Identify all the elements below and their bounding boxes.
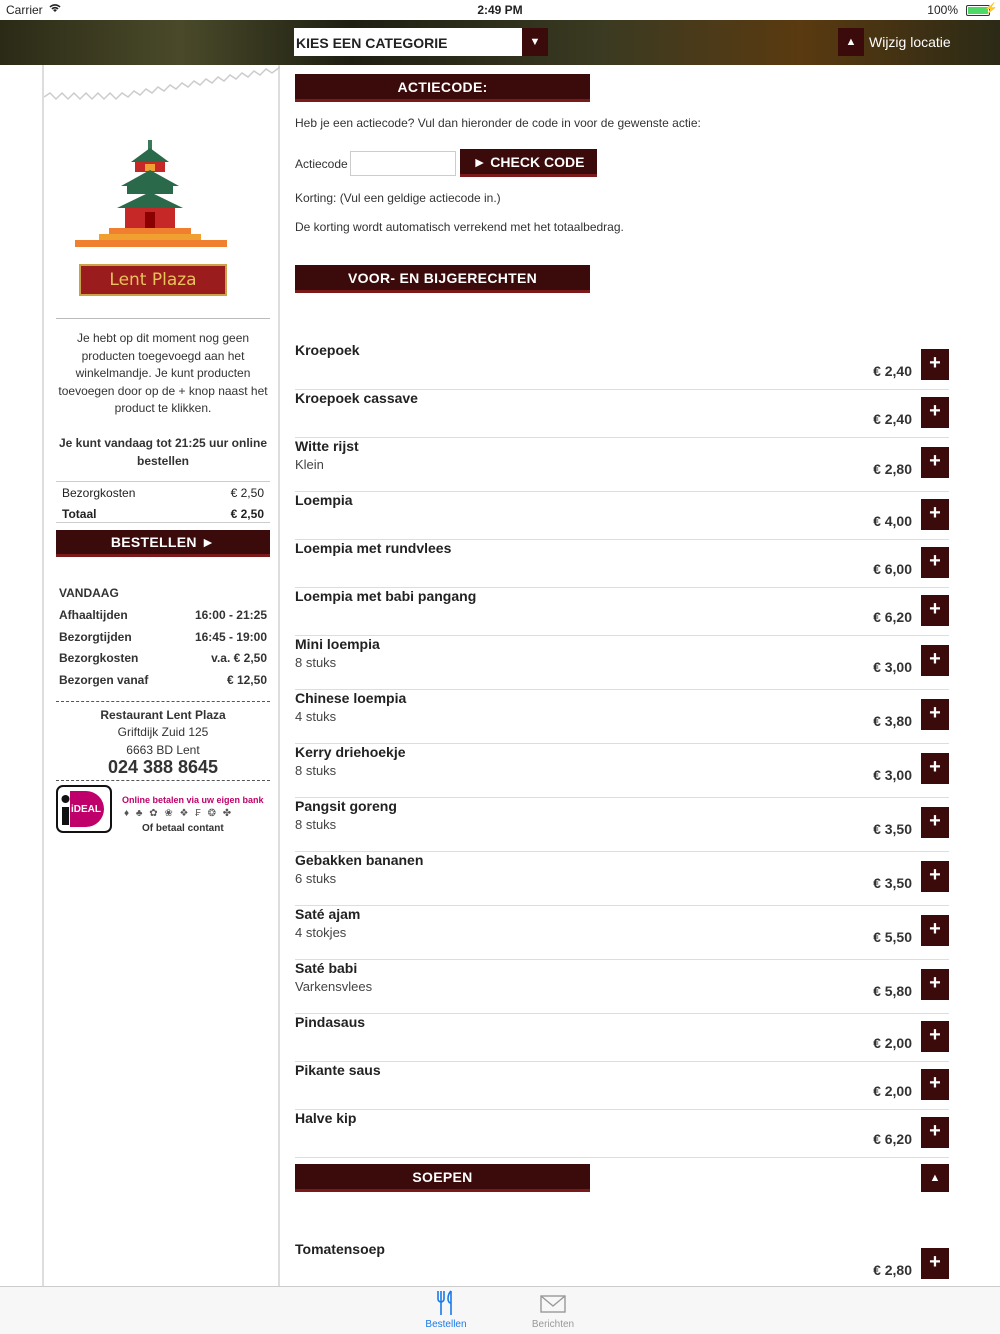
- menu-item: [295, 906, 949, 960]
- menu-item: [295, 636, 949, 690]
- header-bar: [0, 20, 1000, 65]
- pickup-times-row: [59, 608, 267, 622]
- category-dropdown-icon[interactable]: ▼: [522, 28, 548, 56]
- battery-percent: 100%: [927, 3, 958, 17]
- actiecode-label: Actiecode: [295, 157, 348, 171]
- menu-item-name: Chinese loempia: [295, 690, 407, 706]
- dashed-divider: [56, 780, 270, 781]
- menu-item-name: Mini loempia: [295, 636, 380, 652]
- menu-item: [295, 798, 949, 852]
- menu-item-name: Loempia: [295, 492, 353, 508]
- collapse-section-icon[interactable]: ▲: [921, 1164, 949, 1192]
- menu-item: [295, 744, 949, 798]
- menu-item-price: € 2,40: [873, 363, 912, 379]
- menu-item: [295, 1014, 949, 1062]
- menu-item: [295, 1110, 949, 1158]
- add-to-cart-button[interactable]: +: [921, 645, 949, 676]
- cutlery-icon: [406, 1289, 486, 1319]
- add-to-cart-button[interactable]: +: [921, 547, 949, 578]
- section-voor-bijgerechten: VOOR- EN BIJGERECHTEN: [295, 265, 590, 293]
- cost-summary: [56, 481, 270, 523]
- menu-item: [295, 1062, 949, 1110]
- menu-item: [295, 1241, 949, 1286]
- discount-text: Korting: (Vul een geldige actiecode in.): [295, 191, 501, 205]
- menu-item-description: 4 stuks: [295, 709, 337, 724]
- ideal-logo-icon: [56, 785, 112, 833]
- menu-item-price: € 6,20: [873, 1131, 912, 1147]
- menu-item-price: € 3,00: [873, 767, 912, 783]
- delivery-cost-value: € 2,50: [230, 486, 264, 500]
- delivery-cost-label: Bezorgkosten: [62, 486, 136, 500]
- menu-item-name: Loempia met rundvlees: [295, 540, 452, 556]
- tab-label: Berichten: [531, 1319, 575, 1330]
- order-until-message: Je kunt vandaag tot 21:25 uur online bestellen: [58, 436, 268, 468]
- cash-payment-text: Of betaal contant: [142, 823, 224, 834]
- restaurant-postal-city: 6663 BD Lent: [126, 743, 200, 757]
- add-to-cart-button[interactable]: +: [921, 349, 949, 380]
- receipt-zigzag: [44, 65, 280, 105]
- empty-cart-message: Je hebt op dit moment nog geen producten toegevoegd aan het winkelmandje. Je kunt producten toevoegen door op de + knop naast het product te klikken.: [58, 331, 268, 415]
- section-soepen: SOEPEN: [295, 1164, 590, 1192]
- minimum-order-row: [59, 673, 267, 687]
- menu-item-description: 8 stuks: [295, 817, 337, 832]
- menu-item: [295, 492, 949, 540]
- restaurant-street: Griftdijk Zuid 125: [117, 725, 209, 739]
- menu-item-name: Kroepoek: [295, 342, 360, 358]
- menu-item-name: Loempia met babi pangang: [295, 588, 477, 604]
- menu-item-price: € 6,20: [873, 609, 912, 625]
- add-to-cart-button[interactable]: +: [921, 397, 949, 428]
- menu-item-description: 6 stuks: [295, 871, 337, 886]
- envelope-icon: [513, 1289, 593, 1319]
- order-button[interactable]: BESTELLEN ►: [56, 530, 270, 557]
- add-to-cart-button[interactable]: +: [921, 1117, 949, 1148]
- info-value: 16:00 - 21:25: [194, 608, 267, 622]
- menu-item-price: € 3,50: [873, 875, 912, 891]
- today-title: VANDAAG: [59, 586, 119, 600]
- restaurant-name: Restaurant Lent Plaza: [100, 708, 226, 722]
- menu-item-price: € 4,00: [873, 513, 912, 529]
- menu-item-name: Kerry driehoekje: [295, 744, 406, 760]
- add-to-cart-button[interactable]: +: [921, 499, 949, 530]
- add-to-cart-button[interactable]: +: [921, 1248, 949, 1279]
- menu-item-price: € 2,00: [873, 1083, 912, 1099]
- add-to-cart-button[interactable]: +: [921, 915, 949, 946]
- menu-item-price: € 3,00: [873, 659, 912, 675]
- menu-item: [295, 852, 949, 906]
- cart-sidebar: [42, 65, 280, 1286]
- add-to-cart-button[interactable]: +: [921, 969, 949, 1000]
- menu-item-name: Pangsit goreng: [295, 798, 397, 814]
- total-value: € 2,50: [230, 507, 264, 521]
- menu-item-name: Pindasaus: [295, 1014, 366, 1030]
- info-value: v.a. € 2,50: [211, 651, 267, 665]
- carrier-label: Carrier: [6, 3, 43, 17]
- menu-item-name: Halve kip: [295, 1110, 357, 1126]
- menu-item-price: € 2,40: [873, 411, 912, 427]
- menu-content: [295, 65, 950, 1286]
- menu-item-price: € 2,80: [873, 461, 912, 477]
- menu-item-name: Witte rijst: [295, 438, 359, 454]
- discount-note: De korting wordt automatisch verrekend met het totaalbedrag.: [295, 220, 624, 234]
- delivery-cost-row: [59, 651, 267, 665]
- menu-item-name: Tomatensoep: [295, 1241, 385, 1257]
- tab-label: Bestellen: [425, 1319, 467, 1330]
- menu-item-description: Varkensvlees: [295, 979, 373, 994]
- delivery-times-row: [59, 630, 267, 644]
- dashed-divider: [56, 701, 270, 702]
- menu-item-price: € 2,80: [873, 1262, 912, 1278]
- menu-item: [295, 390, 949, 438]
- menu-item-description: Klein: [295, 457, 324, 472]
- change-location-link[interactable]: Wijzig locatie: [869, 34, 951, 50]
- charging-icon: ⚡: [984, 3, 998, 15]
- bank-icons: ♦ ♣ ✿ ❀ ❖ ₣ ❂ ✤: [124, 808, 234, 819]
- divider: [56, 318, 270, 319]
- check-code-button[interactable]: ► CHECK CODE: [460, 149, 597, 177]
- info-label: Bezorgkosten: [59, 651, 139, 665]
- tab-berichten[interactable]: [513, 1289, 593, 1330]
- tab-bar: [0, 1286, 1000, 1334]
- total-label: Totaal: [62, 507, 97, 521]
- info-value: 16:45 - 19:00: [194, 630, 267, 644]
- actiecode-header: ACTIECODE:: [295, 74, 590, 102]
- menu-item-price: € 5,50: [873, 929, 912, 945]
- menu-item-name: Gebakken bananen: [295, 852, 424, 868]
- category-select[interactable]: KIES EEN CATEGORIE: [294, 28, 522, 56]
- menu-item: [295, 690, 949, 744]
- menu-item-name: Pikante saus: [295, 1062, 381, 1078]
- menu-item-price: € 2,00: [873, 1035, 912, 1051]
- add-to-cart-button[interactable]: +: [921, 595, 949, 626]
- add-to-cart-button[interactable]: +: [921, 861, 949, 892]
- menu-item-name: Saté babi: [295, 960, 358, 976]
- ideal-logo-text: iDEAL: [71, 804, 101, 815]
- status-bar: [0, 0, 1000, 20]
- clock: 2:49 PM: [477, 3, 523, 17]
- tab-bestellen[interactable]: [406, 1289, 486, 1330]
- menu-item: [295, 540, 949, 588]
- menu-item-price: € 5,80: [873, 983, 912, 999]
- info-label: Bezorgtijden: [59, 630, 132, 644]
- info-label: Bezorgen vanaf: [59, 673, 149, 687]
- menu-item-price: € 3,50: [873, 821, 912, 837]
- menu-item-name: Saté ajam: [295, 906, 361, 922]
- add-to-cart-button[interactable]: +: [921, 807, 949, 838]
- restaurant-phone[interactable]: 024 388 8645: [107, 757, 219, 777]
- menu-item-description: 8 stuks: [295, 655, 337, 670]
- info-label: Afhaaltijden: [59, 608, 128, 622]
- logo-text: Lent Plaza: [79, 264, 227, 296]
- location-arrow-icon[interactable]: ▲: [838, 28, 864, 56]
- menu-item-name: Kroepoek cassave: [295, 390, 418, 406]
- menu-item-price: € 3,80: [873, 713, 912, 729]
- ideal-payment-text: Online betalen via uw eigen bank: [122, 795, 264, 805]
- add-to-cart-button[interactable]: +: [921, 1021, 949, 1052]
- add-to-cart-button[interactable]: +: [921, 753, 949, 784]
- menu-item-description: 4 stokjes: [295, 925, 347, 940]
- add-to-cart-button[interactable]: +: [921, 1069, 949, 1100]
- menu-item-description: 8 stuks: [295, 763, 337, 778]
- actiecode-input[interactable]: [350, 151, 456, 176]
- menu-item: [295, 588, 949, 636]
- info-value: € 12,50: [226, 673, 267, 687]
- menu-item-price: € 6,00: [873, 561, 912, 577]
- menu-item: [295, 438, 949, 492]
- add-to-cart-button[interactable]: +: [921, 699, 949, 730]
- menu-item: [295, 342, 949, 390]
- actiecode-question: Heb je een actiecode? Vul dan hieronder de code in voor de gewenste actie:: [295, 116, 701, 130]
- menu-item: [295, 960, 949, 1014]
- add-to-cart-button[interactable]: +: [921, 447, 949, 478]
